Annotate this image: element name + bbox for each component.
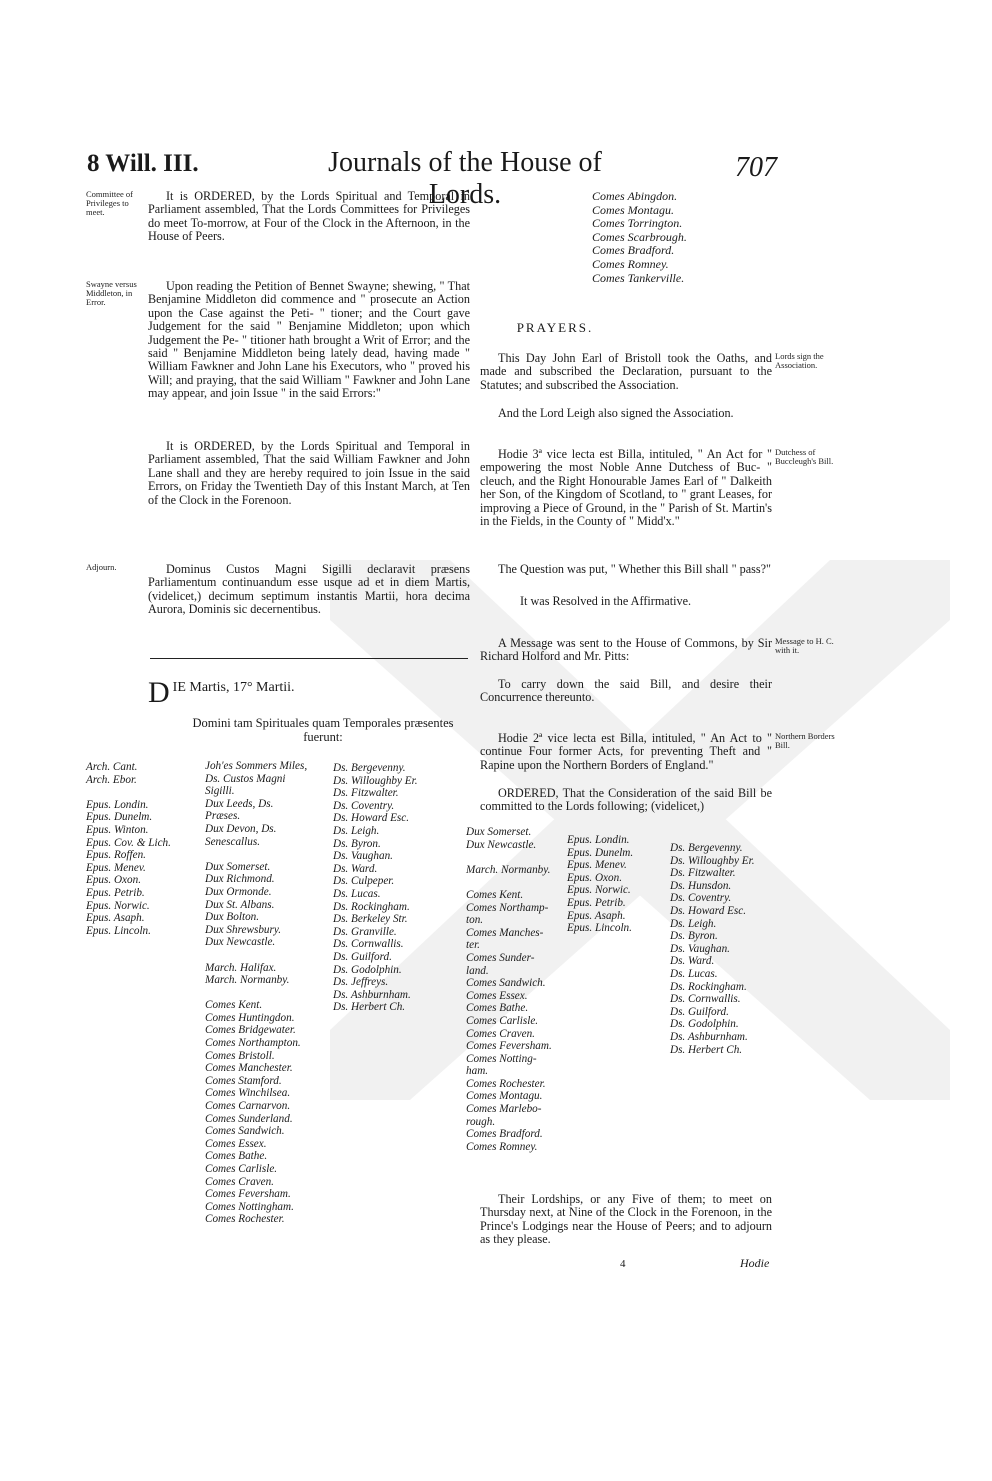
list-item: March. Normanby. <box>466 863 551 876</box>
list-item: Comes Bradford. <box>592 243 675 258</box>
list-item: Epus. Menev. <box>567 859 627 872</box>
list-item: Epus. Londin. <box>86 798 149 811</box>
list-item <box>205 848 307 861</box>
list-item: Epus. Dunelm. <box>86 811 153 824</box>
list-item: Arch. Ebor. <box>86 773 137 786</box>
list-item: Dux Ormonde. <box>205 885 272 898</box>
list-item: Epus. Menev. <box>86 861 146 874</box>
list-item: Ds. Coventry. <box>670 892 732 905</box>
list-item: Comes Bristoll. <box>205 1049 275 1062</box>
list-item: Comes Abingdon. <box>592 189 678 203</box>
list-item: Comes Scarbrough. <box>592 229 687 244</box>
list-item: Ds. Ashburnham. <box>333 988 411 1001</box>
committal-order-paragraph: ORDERED, That the Consideration of the said Bill be committed to the Lords following; (videlicet,) <box>480 786 772 814</box>
list-item <box>205 949 307 962</box>
list-item: Ds. Bergevenny. <box>670 842 743 854</box>
list-item: ham. <box>466 1065 489 1078</box>
list-item: Comes Sandwich. <box>466 977 546 990</box>
list-item: Comes Northampton. <box>205 1037 301 1050</box>
list-item: Comes Bathe. <box>205 1150 268 1163</box>
list-item: Comes Romney. <box>466 1140 538 1153</box>
list-item: Comes Montagu. <box>466 1090 543 1103</box>
list-item: rough. <box>466 1115 496 1128</box>
list-item: Ds. Berkeley Str. <box>333 913 408 926</box>
northern-borders-bill-paragraph: Hodie 2ª vice lecta est Billa, intituled, " An Act to " continue Four former Acts, for preventing Theft and " Rapine upon the Northern Borders of England." <box>480 731 772 772</box>
list-item: Ds. Willoughby Er. <box>670 854 755 867</box>
list-item: Comes Winchilsea. <box>205 1087 291 1100</box>
question-paragraph: The Question was put, " Whether this Bill shall " pass?" <box>498 562 771 576</box>
attendance-bishops-list <box>86 761 171 937</box>
list-item: Ds. Ashburnham. <box>670 1030 748 1043</box>
domini-present-heading: Domini tam Spirituales quam Temporales præsentes fuerunt: <box>192 716 454 744</box>
drop-cap: D <box>148 676 170 709</box>
prayers-heading: PRAYERS. <box>516 320 594 335</box>
attendance-barons-list <box>333 762 418 1014</box>
list-item: Comes Essex. <box>205 1137 267 1150</box>
list-item: Ds. Ward. <box>333 862 378 875</box>
list-item: Comes Craven. <box>205 1175 274 1188</box>
list-item: Comes Carlisle. <box>205 1163 278 1175</box>
list-item: Ds. Howard Esc. <box>670 904 747 917</box>
margin-note-privileges: Committee of Privileges to meet. <box>86 189 133 217</box>
list-item: Senescallus. <box>205 835 260 848</box>
session-date <box>148 676 468 709</box>
list-item: Epus. Dunelm. <box>567 846 634 859</box>
list-item: Ds. Willoughby Er. <box>333 774 418 787</box>
list-item: Dux St. Albans. <box>205 898 275 911</box>
list-item: Sigilli. <box>205 785 235 798</box>
list-item: Ds. Rockingham. <box>670 980 747 993</box>
list-item: March. Halifax. <box>205 961 277 974</box>
margin-note-borders: Northern Borders Bill. <box>775 731 835 750</box>
list-item: Comes Montagu. <box>592 202 674 217</box>
list-item: Epus. Londin. <box>567 834 630 846</box>
committee-barons-list <box>670 842 755 1056</box>
list-item: Epus. Lincoln. <box>567 922 632 935</box>
committee-bishops-list <box>567 834 633 935</box>
list-item: Comes Huntingdon. <box>205 1011 295 1024</box>
list-item: land. <box>466 964 489 977</box>
list-item: Comes Bradford. <box>466 1128 543 1141</box>
list-item: Comes Romney. <box>592 256 669 271</box>
list-item: Ds. Vaughan. <box>670 942 730 955</box>
list-item: Ds. Guilford. <box>670 1005 729 1018</box>
list-item: Comes Kent. <box>466 888 524 901</box>
list-item: Præses. <box>205 810 241 823</box>
list-item: Comes Feversham. <box>205 1188 291 1201</box>
list-item: Ds. Herbert Ch. <box>670 1043 743 1056</box>
swayne-order-paragraph: It is ORDERED, by the Lords Spiritual and Temporal in Parliament assembled, That the said William Fawkner and John Lane shall and they are hereby required to join Issue in the said Errors, on Friday the Twentieth Day of this Instant March, at Ten of the Clock in the Forenoon. <box>148 439 470 507</box>
list-item: Comes Bridgewater. <box>205 1024 296 1037</box>
list-item: Dux Devon, Ds. <box>205 822 277 835</box>
list-item: Ds. Guilford. <box>333 950 392 963</box>
list-item: Comes Tankerville. <box>592 270 685 285</box>
list-item: Ds. Culpeper. <box>333 875 395 888</box>
section-divider <box>150 658 468 659</box>
list-item: Ds. Howard Esc. <box>333 812 410 825</box>
list-item: Dux Newcastle. <box>205 936 276 949</box>
list-item: Dux Somerset. <box>466 826 532 838</box>
list-item: Epus. Asaph. <box>86 912 145 925</box>
list-item: Ds. Godolphin. <box>333 963 402 976</box>
list-item: Ds. Bergevenny. <box>333 762 406 774</box>
list-item: Comes Rochester. <box>466 1077 546 1090</box>
list-item: Joh'es Sommers Miles, <box>205 760 308 772</box>
list-item: Comes Craven. <box>466 1027 535 1040</box>
margin-note-message: Message to H. C. with it. <box>775 636 834 655</box>
list-item: Ds. Hunsdon. <box>670 879 732 892</box>
list-item: Epus. Norwic. <box>567 884 631 897</box>
list-item: Comes Feversham. <box>466 1040 552 1053</box>
attendance-temporal-list <box>205 760 307 1226</box>
list-item: March. Normanby. <box>205 974 290 987</box>
list-item <box>466 851 552 864</box>
buccleugh-bill-paragraph: Hodie 3ª vice lecta est Billa, intituled, " An Act for " empowering the most Noble Anne Dutchess of Buc- " cleuch, and the Right Honourable James Earl of " Dalkeith her Son, of the Kingdom of Scotland, to " grant Leases, for improving a Piece of Ground, in the " Parish of St. Martin's in the Fields, in the County of " Midd'x." <box>480 447 772 529</box>
list-item: Comes Manches- <box>466 926 544 939</box>
list-item: Arch. Cant. <box>86 761 138 773</box>
list-item: Epus. Lincoln. <box>86 924 151 937</box>
list-item: Comes Manchester. <box>205 1062 293 1075</box>
list-item: Ds. Byron. <box>670 930 718 943</box>
continued-temporal-list <box>592 190 687 285</box>
margin-note-buccleugh: Dutchess of Buccleugh's Bill. <box>775 447 834 466</box>
list-item: Ds. Custos Magni <box>205 772 286 785</box>
adjournment-paragraph: Dominus Custos Magni Sigilli declaravit præsens Parliamentum continuandum esse usque ad et in diem Martis, (videlicet,) decimum septimum instantis Martii, hora decima Aurora, Dominis sic decernentibus. <box>148 562 470 617</box>
leigh-association-paragraph: And the Lord Leigh also signed the Association. <box>498 406 734 420</box>
list-item: Dux Newcastle. <box>466 838 537 851</box>
list-item: Epus. Oxon. <box>567 871 622 884</box>
list-item: Dux Shrewsbury. <box>205 923 282 936</box>
bristoll-oaths-paragraph: This Day John Earl of Bristoll took the Oaths, and made and subscribed the Declaration, pursuant to the Statutes; and subscribed the Association. <box>480 351 772 392</box>
list-item: Comes Torrington. <box>592 216 683 231</box>
list-item: Comes Carnarvon. <box>205 1100 291 1113</box>
list-item: Epus. Winton. <box>86 823 149 836</box>
list-item: Epus. Petrib. <box>86 886 145 899</box>
list-item <box>466 876 552 889</box>
list-item: Ds. Herbert Ch. <box>333 1001 406 1014</box>
list-item: Ds. Lucas. <box>670 967 718 980</box>
resolved-paragraph: It was Resolved in the Affirmative. <box>520 594 692 608</box>
list-item: ter. <box>466 939 480 952</box>
list-item: Comes Sunder- <box>466 951 535 964</box>
list-item: Ds. Ward. <box>670 955 715 968</box>
list-item: Ds. Fitzwalter. <box>670 867 736 880</box>
signature-mark: 4 <box>620 1258 626 1270</box>
list-item: Dux Somerset. <box>205 860 271 873</box>
list-item: Ds. Leigh. <box>333 824 380 837</box>
list-item: Comes Essex. <box>466 989 528 1002</box>
list-item: Epus. Asaph. <box>567 909 626 922</box>
margin-note-adjourn: Adjourn. <box>86 562 117 572</box>
list-item: ton. <box>466 914 484 927</box>
list-item: Ds. Fitzwalter. <box>333 787 399 800</box>
margin-note-lords-sign: Lords sign the Association. <box>775 351 824 370</box>
privileges-paragraph: It is ORDERED, by the Lords Spiritual and Temporal in Parliament assembled, That the Lords Committees for Privileges do meet To-morrow, at Four of the Clock in the Afternoon, in the House of Peers. <box>148 189 470 244</box>
list-item: Comes Notting- <box>466 1052 537 1065</box>
list-item: Ds. Godolphin. <box>670 1018 739 1031</box>
list-item: Comes Rochester. <box>205 1213 285 1226</box>
list-item: Dux Richmond. <box>205 873 275 886</box>
list-item: Ds. Cornwallis. <box>333 938 404 951</box>
list-item: Ds. Jeffreys. <box>333 976 389 989</box>
list-item: Epus. Roffen. <box>86 849 146 862</box>
list-item: Comes Northamp- <box>466 901 549 914</box>
list-item: Ds. Cornwallis. <box>670 993 741 1006</box>
list-item: Ds. Leigh. <box>670 917 717 930</box>
list-item: Comes Bathe. <box>466 1002 529 1015</box>
list-item: Epus. Cov. & Lich. <box>86 836 171 849</box>
catchword: Hodie <box>740 1256 770 1270</box>
list-item: Comes Sunderland. <box>205 1112 293 1125</box>
list-item: Dux Bolton. <box>205 911 260 924</box>
session-date-text: IE Martis, 17° Martii. <box>172 680 295 695</box>
page-number: 707 <box>735 152 777 183</box>
list-item: Epus. Norwic. <box>86 899 150 912</box>
list-item: Epus. Oxon. <box>86 874 141 887</box>
carry-down-paragraph: To carry down the said Bill, and desire their Concurrence thereunto. <box>480 677 772 705</box>
list-item: Epus. Petrib. <box>567 896 626 909</box>
message-paragraph: A Message was sent to the House of Commons, by Sir Richard Holford and Mr. Pitts: <box>480 636 772 664</box>
list-item: Ds. Byron. <box>333 837 381 850</box>
list-item: Dux Leeds, Ds. <box>205 797 274 810</box>
list-item: Ds. Granville. <box>333 925 397 938</box>
list-item <box>86 786 171 799</box>
closing-paragraph: Their Lordships, or any Five of them; to meet on Thursday next, at Nine of the Clock in the Forenoon, in the Prince's Lodgings near the House of Peers; and to adjourn as they please. <box>480 1192 772 1247</box>
list-item: Ds. Lucas. <box>333 887 381 900</box>
margin-note-swayne: Swayne versus Middleton, in Error. <box>86 279 137 307</box>
list-item: Comes Carlisle. <box>466 1014 539 1027</box>
list-item: Comes Kent. <box>205 999 263 1012</box>
list-item: Comes Marlebo- <box>466 1103 542 1116</box>
list-item: Ds. Vaughan. <box>333 850 393 863</box>
page-title: Journals of the House of Lords. <box>328 147 602 210</box>
list-item: Comes Nottingham. <box>205 1200 294 1213</box>
list-item: Comes Stamford. <box>205 1074 282 1087</box>
list-item <box>205 987 307 1000</box>
swayne-petition-paragraph: Upon reading the Petition of Bennet Swayne; shewing, " That Benjamine Middleton did commence and " prosecute an Action upon the Case against the Peti- " tioner; and the Court gave Judgement for the said " Benjamine Middleton; upon which Judgement the Pe- " titioner hath brought a Writ of Error; and the said " Benjamine Middleton being lately dead, having made " William Fawkner and John Lane his Executors, who " proved his Will; and praying, that the said William " Fawkner and John Lane may appear, and join Issue " in the said Errors:" <box>148 279 470 401</box>
list-item: Comes Sandwich. <box>205 1125 285 1138</box>
regnal-year: 8 Will. III. <box>87 150 199 177</box>
list-item: Ds. Rockingham. <box>333 900 410 913</box>
list-item: Ds. Coventry. <box>333 799 395 812</box>
committee-temporal-list <box>466 826 552 1153</box>
